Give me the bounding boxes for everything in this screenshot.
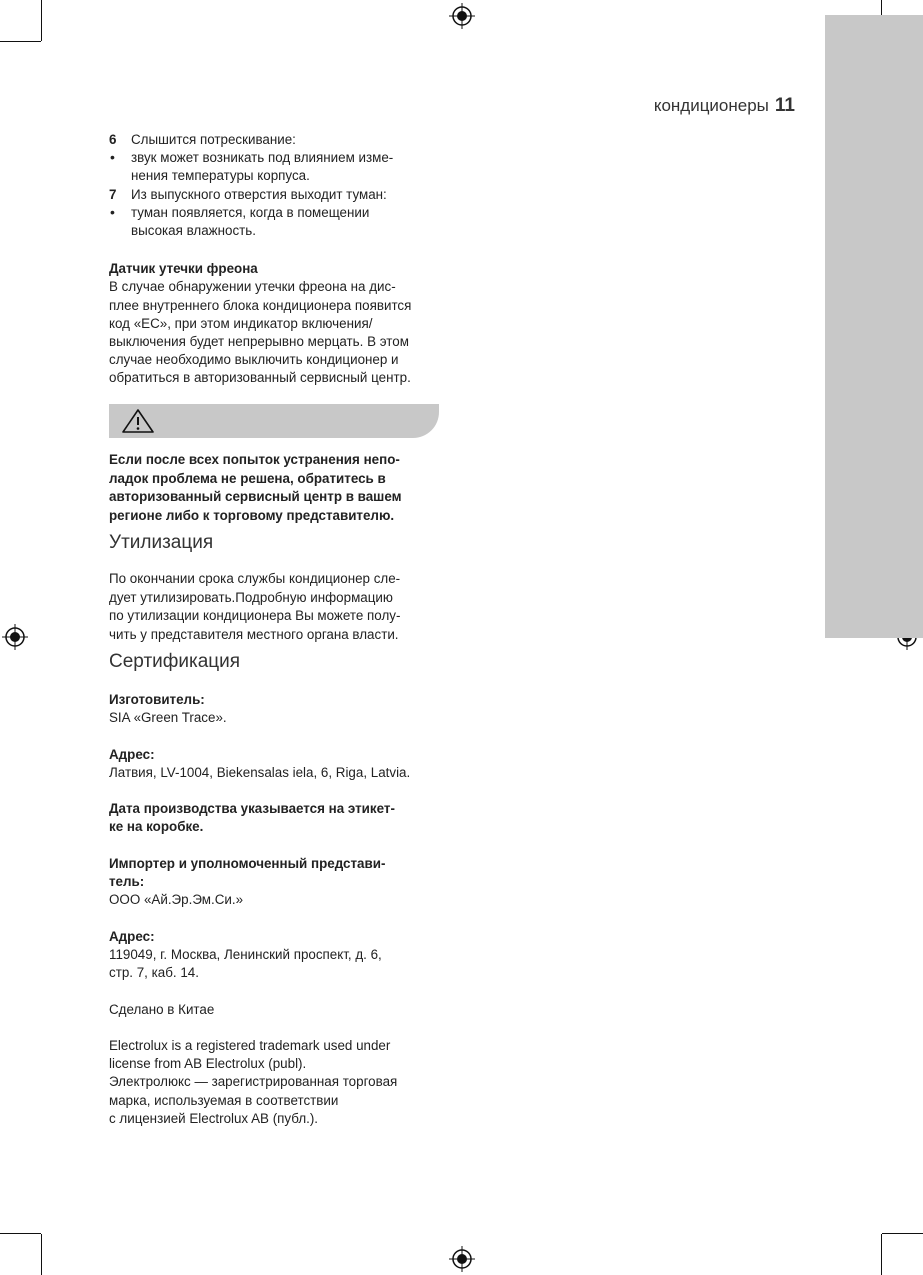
- list-item: [109, 204, 444, 240]
- text-line: код «EC», при этом индикатор включения/: [109, 315, 373, 331]
- item-text-line: звук может возникать под влиянием изме-: [131, 150, 394, 166]
- importer-address-value: [109, 946, 454, 983]
- freon-heading: Датчик утечки фреона: [109, 261, 258, 277]
- disposal-paragraph: [109, 570, 449, 644]
- list-item: [109, 149, 444, 185]
- text-line: выключения будет непрерывно мерцать. В этом: [109, 334, 409, 350]
- registration-mark-icon: [449, 1246, 475, 1272]
- bullet: •: [110, 149, 115, 166]
- text-line: обратиться в авторизованный сервисный центр.: [109, 370, 411, 386]
- text-line: стр. 7, каб. 14.: [109, 965, 199, 981]
- page-header: [600, 95, 795, 117]
- address-value: Латвия, LV-1004, Biekensalas iela, 6, Riga, Latvia.: [109, 764, 411, 780]
- warning-banner: [109, 404, 439, 438]
- text-line: случае необходимо выключить кондиционер и: [109, 352, 399, 368]
- text-line: ке на коробке.: [109, 819, 204, 835]
- crop-mark: [41, 0, 42, 41]
- text-line: чить у представителя местного органа власти.: [109, 626, 399, 642]
- importer-address-label: Адрес:: [109, 928, 155, 944]
- text-line: регионе либо к торговому представителю.: [109, 507, 395, 523]
- bullet: •: [110, 203, 115, 220]
- made-in-note: Сделано в Китае: [109, 1001, 215, 1017]
- text-line: 119049, г. Москва, Ленинский проспект, д. 6,: [109, 946, 382, 962]
- list-item: [109, 186, 444, 204]
- text-line: В случае обнаружении утечки фреона на дис-: [109, 279, 396, 295]
- text-line: Если после всех попыток устранения непо-: [109, 452, 400, 467]
- text-line: ладок проблема не решена, обратитесь в: [109, 470, 386, 486]
- certification-heading: Сертификация: [109, 651, 241, 672]
- warning-text: [109, 451, 449, 525]
- manufacturer-value: SIA «Green Trace».: [109, 710, 227, 726]
- item-text: Из выпускного отверстия выходит туман:: [131, 186, 387, 202]
- certification-block: [109, 691, 454, 1128]
- text-line: марка, используемая в соответствии: [109, 1092, 339, 1108]
- page-number: 11: [774, 95, 795, 116]
- text-line: Импортер и уполномоченный представи-: [109, 855, 386, 871]
- manufacturer-label: Изготовитель:: [109, 692, 205, 707]
- trademark-note: [109, 1037, 454, 1128]
- crop-mark: [41, 1234, 42, 1275]
- importer-label: [109, 855, 454, 892]
- registration-mark-icon: [2, 624, 28, 650]
- item-text: Слышится потрескивание:: [131, 132, 296, 147]
- crop-mark: [881, 1234, 882, 1275]
- text-line: авторизованный сервисный центр в вашем: [109, 489, 402, 504]
- item-text-line: туман появляется, когда в помещении: [131, 204, 370, 220]
- text-line: дует утилизировать.Подробную информацию: [109, 589, 393, 605]
- main-column: [109, 131, 444, 388]
- registration-mark-icon: [449, 3, 475, 29]
- text-line: Дата производства указывается на этикет-: [109, 801, 395, 817]
- disposal-heading: Утилизация: [109, 532, 214, 553]
- warning-triangle-icon: [120, 408, 156, 434]
- text-line: Электролюкс — зарегистрированная торговая: [109, 1074, 398, 1090]
- text-line: license from AB Electrolux (publ).: [109, 1056, 307, 1072]
- side-tab-band: [825, 15, 923, 638]
- item-text-line: высокая влажность.: [131, 223, 256, 239]
- crop-mark: [0, 1233, 41, 1234]
- text-line: плее внутреннего блока кондиционера появится: [109, 297, 412, 313]
- header-title: кондиционеры: [653, 96, 769, 115]
- crop-mark: [882, 1233, 923, 1234]
- text-line: Electrolux is a registered trademark used under: [109, 1037, 391, 1053]
- text-line: тель:: [109, 874, 145, 890]
- text-line: по утилизации кондиционера Вы можете полу-: [109, 608, 401, 623]
- text-line: с лицензией Electrolux AB (публ.).: [109, 1111, 319, 1127]
- crop-mark: [0, 41, 41, 42]
- importer-value: ООО «Ай.Эр.Эм.Си.»: [109, 892, 244, 908]
- item-number: 6: [109, 132, 117, 147]
- address-label: Адрес:: [109, 746, 155, 762]
- item-text-line: нения температуры корпуса.: [131, 168, 310, 184]
- production-date-note: [109, 800, 454, 837]
- item-number: 7: [109, 186, 117, 202]
- freon-paragraph: [109, 278, 444, 387]
- text-line: По окончании срока службы кондиционер сле-: [109, 571, 401, 586]
- list-item: [109, 131, 444, 149]
